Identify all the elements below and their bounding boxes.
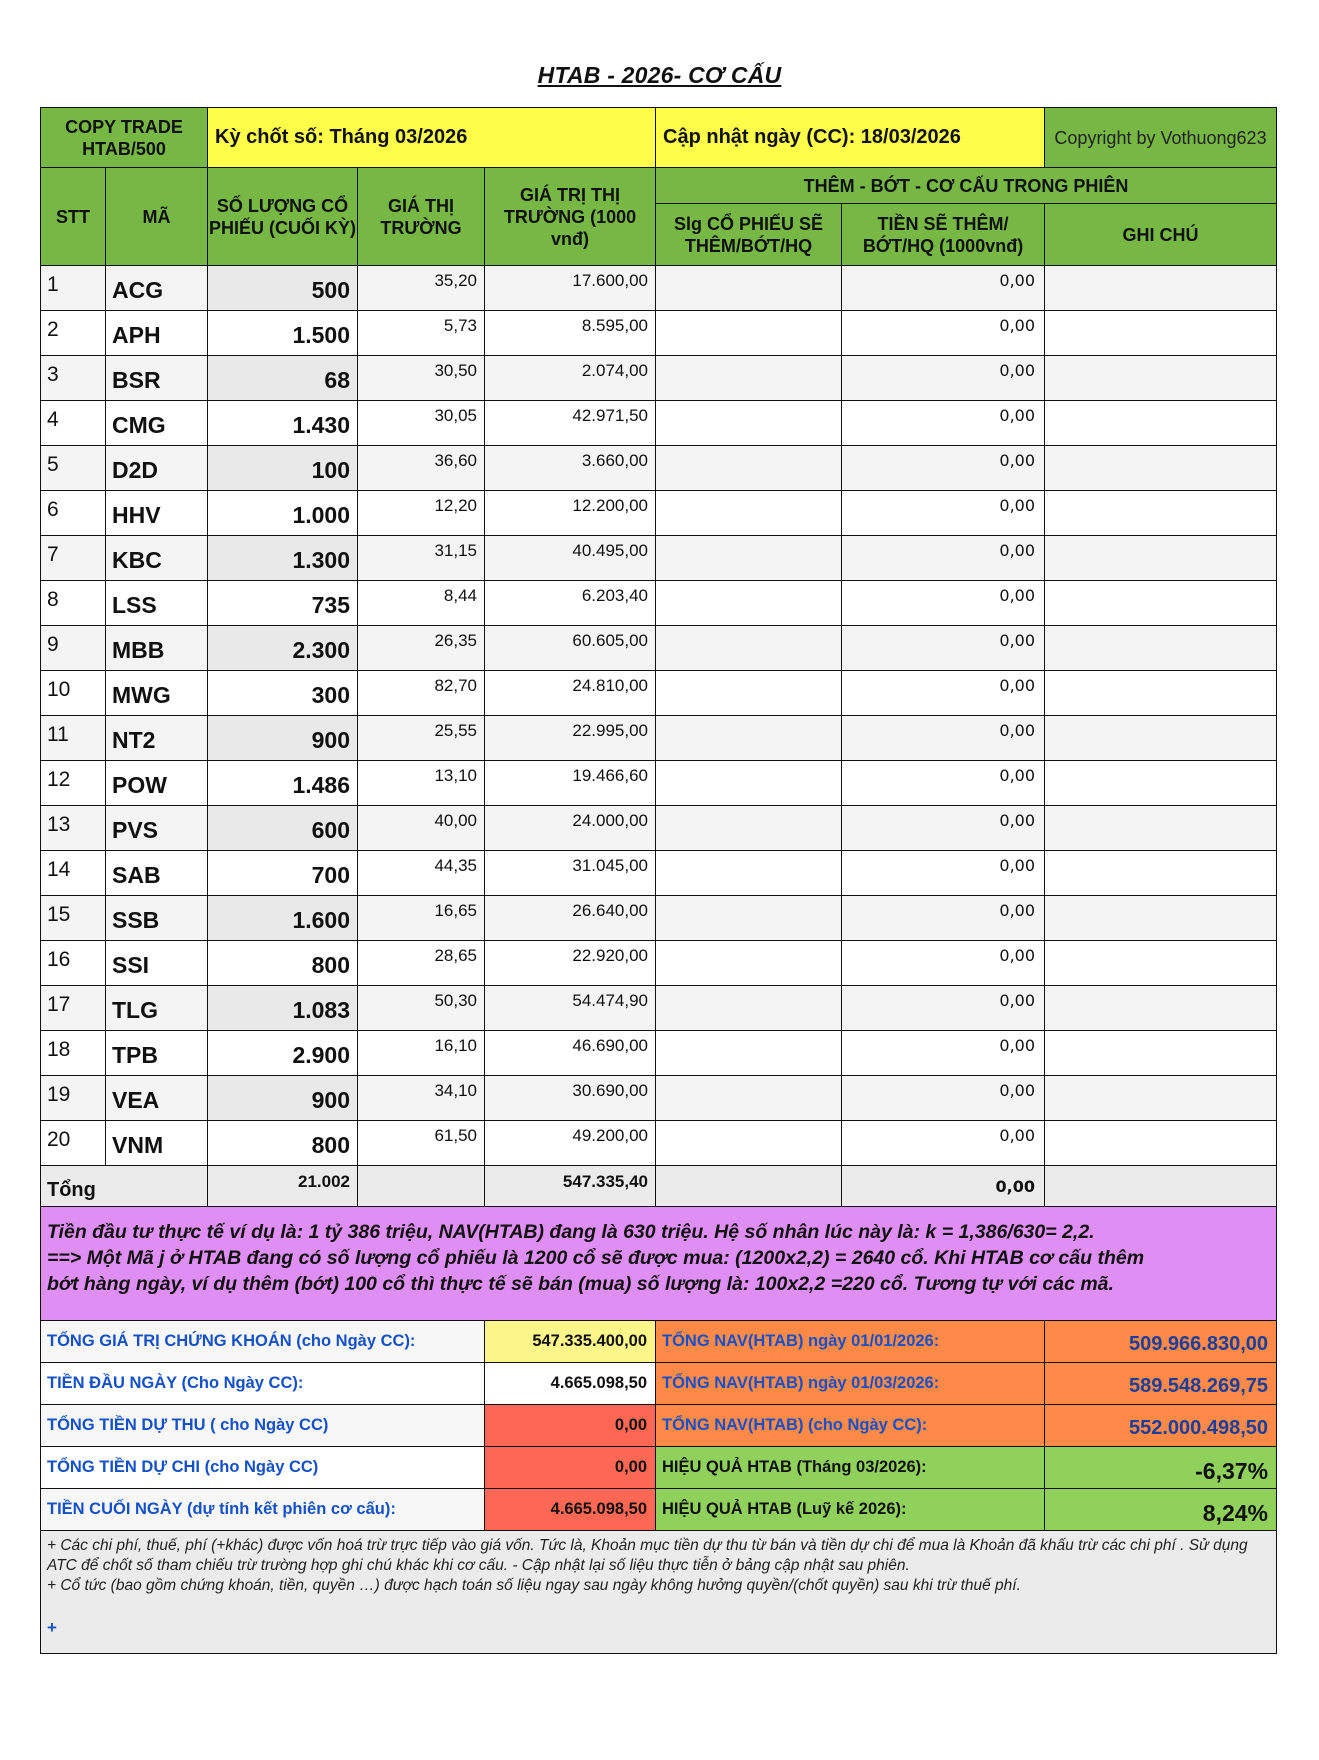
row-shares: 2.900 xyxy=(208,1031,358,1076)
row-stt: 5 xyxy=(41,446,106,491)
summary-left-value: 4.665.098,50 xyxy=(485,1363,656,1405)
row-note xyxy=(1045,401,1277,446)
row-money-change: 0,00 xyxy=(842,356,1045,401)
table-row xyxy=(41,401,1277,446)
row-stt: 11 xyxy=(41,716,106,761)
row-slg-change xyxy=(656,1121,842,1166)
row-shares: 500 xyxy=(208,266,358,311)
row-slg-change xyxy=(656,446,842,491)
row-ticker: TPB xyxy=(106,1031,208,1076)
row-price: 26,35 xyxy=(358,626,485,671)
row-ticker: PVS xyxy=(106,806,208,851)
row-ticker: SSI xyxy=(106,941,208,986)
note-line-3: bớt hàng ngày, ví dụ thêm (bớt) 100 cổ thì thực tế sẽ bán (mua) số lượng là: 100x2,2 =220 cổ. Tương tự với các mã. xyxy=(47,1273,1114,1295)
row-slg-change xyxy=(656,761,842,806)
row-stt: 19 xyxy=(41,1076,106,1121)
row-note xyxy=(1045,536,1277,581)
multiplier-note xyxy=(41,1207,1277,1321)
row-slg-change xyxy=(656,671,842,716)
row-stt: 10 xyxy=(41,671,106,716)
row-ticker: LSS xyxy=(106,581,208,626)
summary-left-label: TIỀN ĐẦU NGÀY (Cho Ngày CC): xyxy=(41,1363,485,1405)
row-slg-change xyxy=(656,581,842,626)
summary-right-value: 552.000.498,50 xyxy=(1045,1405,1277,1447)
row-stt: 15 xyxy=(41,896,106,941)
summary-row xyxy=(41,1405,1277,1447)
row-ticker: VNM xyxy=(106,1121,208,1166)
row-price: 34,10 xyxy=(358,1076,485,1121)
row-slg-change xyxy=(656,626,842,671)
col-header-slg-them-bot: Slg CỔ PHIẾU SẼ THÊM/BỚT/HQ xyxy=(656,204,842,266)
row-price: 12,20 xyxy=(358,491,485,536)
row-shares: 1.083 xyxy=(208,986,358,1031)
summary-right-label: TỔNG NAV(HTAB) (cho Ngày CC): xyxy=(656,1405,1045,1447)
table-row xyxy=(41,581,1277,626)
row-slg-change xyxy=(656,356,842,401)
row-stt: 14 xyxy=(41,851,106,896)
summary-left-label: TỔNG TIỀN DỰ CHI (cho Ngày CC) xyxy=(41,1447,485,1489)
row-money-change: 0,00 xyxy=(842,896,1045,941)
row-stt: 3 xyxy=(41,356,106,401)
row-price: 35,20 xyxy=(358,266,485,311)
row-slg-change xyxy=(656,1076,842,1121)
row-market-value: 2.074,00 xyxy=(485,356,656,401)
row-note xyxy=(1045,311,1277,356)
total-shares: 21.002 xyxy=(208,1166,358,1207)
col-header-so-luong: SỐ LƯỢNG CỔ PHIẾU (CUỐI KỲ) xyxy=(208,168,358,266)
row-ticker: SAB xyxy=(106,851,208,896)
row-shares: 1.486 xyxy=(208,761,358,806)
row-money-change: 0,00 xyxy=(842,401,1045,446)
table-row xyxy=(41,716,1277,761)
row-money-change: 0,00 xyxy=(842,1031,1045,1076)
row-market-value: 30.690,00 xyxy=(485,1076,656,1121)
row-market-value: 40.495,00 xyxy=(485,536,656,581)
row-ticker: TLG xyxy=(106,986,208,1031)
row-price: 40,00 xyxy=(358,806,485,851)
row-note xyxy=(1045,1121,1277,1166)
row-price: 25,55 xyxy=(358,716,485,761)
row-price: 30,05 xyxy=(358,401,485,446)
row-slg-change xyxy=(656,806,842,851)
add-note-plus-icon[interactable]: + xyxy=(47,1618,57,1637)
col-group-header: THÊM - BỚT - CƠ CẤU TRONG PHIÊN xyxy=(656,168,1277,204)
row-note xyxy=(1045,1031,1277,1076)
row-stt: 4 xyxy=(41,401,106,446)
row-ticker: VEA xyxy=(106,1076,208,1121)
summary-right-label: TỔNG NAV(HTAB) ngày 01/03/2026: xyxy=(656,1363,1045,1405)
summary-left-label: TIỀN CUỐI NGÀY (dự tính kết phiên cơ cấu): xyxy=(41,1489,485,1531)
row-price: 44,35 xyxy=(358,851,485,896)
note-line-2: ==> Một Mã j ở HTAB đang có số lượng cổ phiếu là 1200 cổ sẽ được mua: (1200x2,2) = 2640 cổ. Khi HTAB cơ cấu thêm xyxy=(47,1247,1145,1269)
row-shares: 900 xyxy=(208,1076,358,1121)
summary-right-label: TỔNG NAV(HTAB) ngày 01/01/2026: xyxy=(656,1321,1045,1363)
row-price: 8,44 xyxy=(358,581,485,626)
footer-notes xyxy=(41,1531,1277,1654)
summary-right-value: -6,37% xyxy=(1045,1447,1277,1489)
summary-right-value: 509.966.830,00 xyxy=(1045,1321,1277,1363)
row-note xyxy=(1045,806,1277,851)
row-ticker: MWG xyxy=(106,671,208,716)
holdings-table xyxy=(40,107,1277,1654)
row-shares: 1.500 xyxy=(208,311,358,356)
row-slg-change xyxy=(656,536,842,581)
row-shares: 600 xyxy=(208,806,358,851)
row-stt: 9 xyxy=(41,626,106,671)
row-money-change: 0,00 xyxy=(842,446,1045,491)
row-note xyxy=(1045,986,1277,1031)
table-row xyxy=(41,896,1277,941)
row-market-value: 42.971,50 xyxy=(485,401,656,446)
row-money-change: 0,00 xyxy=(842,761,1045,806)
row-note xyxy=(1045,356,1277,401)
row-market-value: 31.045,00 xyxy=(485,851,656,896)
col-header-stt: STT xyxy=(41,168,106,266)
row-slg-change xyxy=(656,896,842,941)
row-shares: 900 xyxy=(208,716,358,761)
note-line-1: Tiền đầu tư thực tế ví dụ là: 1 tỷ 386 triệu, NAV(HTAB) đang là 630 triệu. Hệ số nhân lúc này là: k = 1,386/630= 2,2. xyxy=(47,1221,1095,1243)
row-slg-change xyxy=(656,266,842,311)
row-price: 30,50 xyxy=(358,356,485,401)
row-slg-change xyxy=(656,401,842,446)
total-row xyxy=(41,1166,1277,1207)
summary-section xyxy=(41,1321,1277,1531)
row-ticker: APH xyxy=(106,311,208,356)
row-money-change: 0,00 xyxy=(842,311,1045,356)
row-shares: 735 xyxy=(208,581,358,626)
summary-left-label: TỔNG TIỀN DỰ THU ( cho Ngày CC) xyxy=(41,1405,485,1447)
row-money-change: 0,00 xyxy=(842,581,1045,626)
row-stt: 12 xyxy=(41,761,106,806)
row-note xyxy=(1045,446,1277,491)
period-label: Kỳ chốt số: Tháng 03/2026 xyxy=(208,108,656,168)
summary-right-label: HIỆU QUẢ HTAB (Tháng 03/2026): xyxy=(656,1447,1045,1489)
total-label: Tổng xyxy=(41,1166,208,1207)
row-market-value: 49.200,00 xyxy=(485,1121,656,1166)
table-row xyxy=(41,806,1277,851)
row-note xyxy=(1045,581,1277,626)
summary-left-value: 547.335.400,00 xyxy=(485,1321,656,1363)
row-price: 5,73 xyxy=(358,311,485,356)
row-ticker: NT2 xyxy=(106,716,208,761)
row-note xyxy=(1045,626,1277,671)
row-market-value: 19.466,60 xyxy=(485,761,656,806)
row-stt: 6 xyxy=(41,491,106,536)
row-money-change: 0,00 xyxy=(842,1121,1045,1166)
total-money: 0,00 xyxy=(842,1166,1045,1207)
row-money-change: 0,00 xyxy=(842,671,1045,716)
row-note xyxy=(1045,761,1277,806)
row-ticker: BSR xyxy=(106,356,208,401)
table-row xyxy=(41,356,1277,401)
table-row xyxy=(41,761,1277,806)
row-shares: 1.600 xyxy=(208,896,358,941)
row-shares: 800 xyxy=(208,941,358,986)
table-row xyxy=(41,986,1277,1031)
table-row xyxy=(41,536,1277,581)
row-money-change: 0,00 xyxy=(842,536,1045,581)
row-shares: 1.300 xyxy=(208,536,358,581)
col-header-tien-them-bot: TIỀN SẼ THÊM/ BỚT/HQ (1000vnđ) xyxy=(842,204,1045,266)
row-ticker: POW xyxy=(106,761,208,806)
footer-line-2: + Cổ tức (bao gồm chứng khoán, tiền, quyền …) được hạch toán số liệu ngay sau ngày không hưởng quyền/(chốt quyền) sau khi trừ thuế phí. xyxy=(47,1577,1021,1594)
row-ticker: MBB xyxy=(106,626,208,671)
row-shares: 1.430 xyxy=(208,401,358,446)
row-price: 16,65 xyxy=(358,896,485,941)
total-slg-empty xyxy=(656,1166,842,1207)
row-ticker: KBC xyxy=(106,536,208,581)
row-market-value: 22.920,00 xyxy=(485,941,656,986)
table-row xyxy=(41,1031,1277,1076)
col-header-ma: MÃ xyxy=(106,168,208,266)
row-shares: 300 xyxy=(208,671,358,716)
col-header-gia-tri-thi-truong: GIÁ TRỊ THỊ TRƯỜNG (1000 vnđ) xyxy=(485,168,656,266)
col-header-gia-thi-truong: GIÁ THỊ TRƯỜNG xyxy=(358,168,485,266)
row-market-value: 17.600,00 xyxy=(485,266,656,311)
row-slg-change xyxy=(656,986,842,1031)
row-market-value: 26.640,00 xyxy=(485,896,656,941)
row-price: 82,70 xyxy=(358,671,485,716)
row-stt: 17 xyxy=(41,986,106,1031)
summary-right-value: 8,24% xyxy=(1045,1489,1277,1531)
row-money-change: 0,00 xyxy=(842,806,1045,851)
row-shares: 1.000 xyxy=(208,491,358,536)
row-money-change: 0,00 xyxy=(842,716,1045,761)
copyright-label: Copyright by Vothuong623 xyxy=(1045,108,1277,168)
summary-left-value: 0,00 xyxy=(485,1405,656,1447)
table-row xyxy=(41,626,1277,671)
summary-row xyxy=(41,1363,1277,1405)
row-money-change: 0,00 xyxy=(842,941,1045,986)
row-shares: 2.300 xyxy=(208,626,358,671)
summary-left-value: 0,00 xyxy=(485,1447,656,1489)
row-market-value: 22.995,00 xyxy=(485,716,656,761)
total-note-empty xyxy=(1045,1166,1277,1207)
row-money-change: 0,00 xyxy=(842,491,1045,536)
row-price: 16,10 xyxy=(358,1031,485,1076)
row-market-value: 3.660,00 xyxy=(485,446,656,491)
table-row xyxy=(41,1076,1277,1121)
summary-row xyxy=(41,1321,1277,1363)
summary-left-value: 4.665.098,50 xyxy=(485,1489,656,1531)
row-note xyxy=(1045,851,1277,896)
row-price: 50,30 xyxy=(358,986,485,1031)
col-header-ghi-chu: GHI CHÚ xyxy=(1045,204,1277,266)
row-market-value: 12.200,00 xyxy=(485,491,656,536)
row-stt: 16 xyxy=(41,941,106,986)
row-slg-change xyxy=(656,851,842,896)
summary-right-label: HIỆU QUẢ HTAB (Luỹ kế 2026): xyxy=(656,1489,1045,1531)
row-shares: 68 xyxy=(208,356,358,401)
row-market-value: 46.690,00 xyxy=(485,1031,656,1076)
table-row xyxy=(41,311,1277,356)
row-stt: 13 xyxy=(41,806,106,851)
row-stt: 18 xyxy=(41,1031,106,1076)
row-money-change: 0,00 xyxy=(842,626,1045,671)
row-money-change: 0,00 xyxy=(842,851,1045,896)
row-market-value: 24.810,00 xyxy=(485,671,656,716)
copy-trade-label: COPY TRADE HTAB/500 xyxy=(41,108,208,168)
row-ticker: ACG xyxy=(106,266,208,311)
row-slg-change xyxy=(656,716,842,761)
row-shares: 100 xyxy=(208,446,358,491)
summary-row xyxy=(41,1489,1277,1531)
table-row xyxy=(41,491,1277,536)
page-title: HTAB - 2026- CƠ CẤU xyxy=(537,62,782,88)
row-market-value: 24.000,00 xyxy=(485,806,656,851)
row-shares: 800 xyxy=(208,1121,358,1166)
row-market-value: 54.474,90 xyxy=(485,986,656,1031)
summary-left-label: TỔNG GIÁ TRỊ CHỨNG KHOÁN (cho Ngày CC): xyxy=(41,1321,485,1363)
row-note xyxy=(1045,941,1277,986)
row-money-change: 0,00 xyxy=(842,1076,1045,1121)
table-row xyxy=(41,446,1277,491)
row-ticker: D2D xyxy=(106,446,208,491)
row-shares: 700 xyxy=(208,851,358,896)
row-note xyxy=(1045,716,1277,761)
row-stt: 8 xyxy=(41,581,106,626)
row-price: 61,50 xyxy=(358,1121,485,1166)
row-stt: 7 xyxy=(41,536,106,581)
holdings-rows xyxy=(41,266,1277,1166)
portfolio-sheet xyxy=(40,107,1276,1654)
row-market-value: 6.203,40 xyxy=(485,581,656,626)
row-money-change: 0,00 xyxy=(842,986,1045,1031)
summary-row xyxy=(41,1447,1277,1489)
row-price: 31,15 xyxy=(358,536,485,581)
total-market-value: 547.335,40 xyxy=(485,1166,656,1207)
footer-line-1: + Các chi phí, thuế, phí (+khác) được vốn hoá trừ trực tiếp vào giá vốn. Tức là, Khoản mục tiền dự thu từ bán và tiền dự chi để mua là Khoản đã khấu trừ các chi phí . Sử dụng ATC để chốt số tham chiếu trừ trường hợp ghi chú khác khi cơ cấu. - Cập nhật lại số liệu thực tiễn ở bảng cập nhật sau phiên. xyxy=(47,1537,1248,1574)
row-stt: 1 xyxy=(41,266,106,311)
row-slg-change xyxy=(656,941,842,986)
row-note xyxy=(1045,266,1277,311)
table-row xyxy=(41,851,1277,896)
row-slg-change xyxy=(656,1031,842,1076)
table-row xyxy=(41,941,1277,986)
row-ticker: SSB xyxy=(106,896,208,941)
row-market-value: 60.605,00 xyxy=(485,626,656,671)
row-stt: 20 xyxy=(41,1121,106,1166)
row-market-value: 8.595,00 xyxy=(485,311,656,356)
row-price: 13,10 xyxy=(358,761,485,806)
row-slg-change xyxy=(656,311,842,356)
summary-right-value: 589.548.269,75 xyxy=(1045,1363,1277,1405)
table-row xyxy=(41,266,1277,311)
update-date: Cập nhật ngày (CC): 18/03/2026 xyxy=(656,108,1045,168)
row-ticker: CMG xyxy=(106,401,208,446)
row-price: 36,60 xyxy=(358,446,485,491)
row-stt: 2 xyxy=(41,311,106,356)
row-slg-change xyxy=(656,491,842,536)
table-row xyxy=(41,1121,1277,1166)
row-ticker: HHV xyxy=(106,491,208,536)
row-note xyxy=(1045,671,1277,716)
total-price-empty xyxy=(358,1166,485,1207)
table-row xyxy=(41,671,1277,716)
row-note xyxy=(1045,491,1277,536)
row-price: 28,65 xyxy=(358,941,485,986)
row-note xyxy=(1045,896,1277,941)
row-note xyxy=(1045,1076,1277,1121)
row-money-change: 0,00 xyxy=(842,266,1045,311)
